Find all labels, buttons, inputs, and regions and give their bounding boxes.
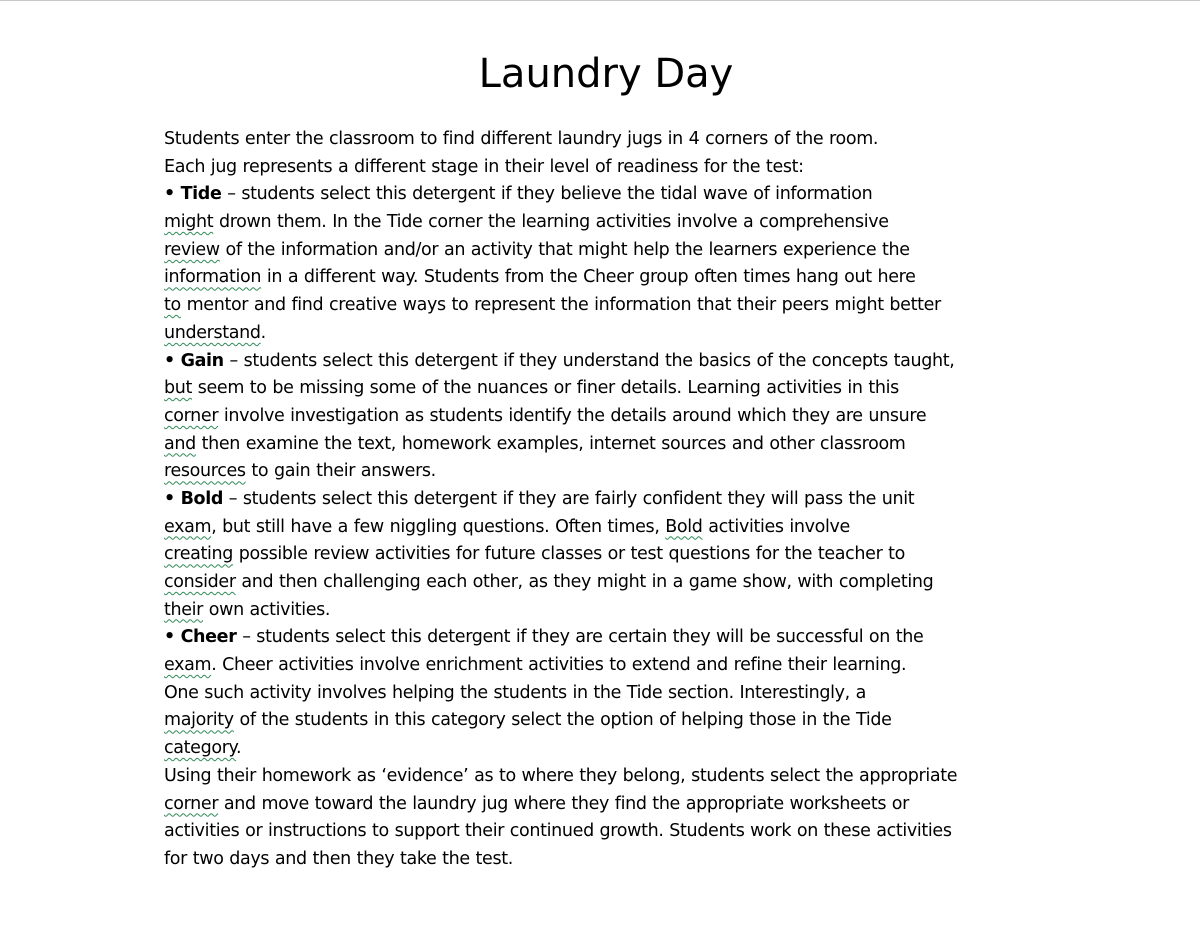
spellcheck-word: understand — [164, 322, 261, 343]
gain-heading-line — [164, 348, 1044, 376]
bold-heading-line — [164, 486, 1044, 514]
paragraph-line — [164, 735, 1044, 763]
line-text: Using their homework as ‘evidence’ as to where they belong, students select the appropriate — [164, 765, 958, 786]
spellcheck-word: category — [164, 738, 237, 759]
spellcheck-word: exam — [164, 655, 212, 676]
paragraph-line — [164, 514, 1044, 542]
section-text: – students select this detergent if they believe the tidal wave of information — [221, 184, 873, 205]
section-text: – students select this detergent if they understand the basics of the concepts taught, — [223, 350, 955, 371]
line-text: for two days and then they take the test. — [164, 848, 513, 869]
line-text: activities or instructions to support their continued growth. Students work on these activities — [164, 821, 952, 842]
cheer-heading-line — [164, 624, 1044, 652]
closing-line — [164, 763, 1044, 791]
paragraph-line — [164, 403, 1044, 431]
closing-line — [164, 846, 1044, 874]
section-name-bold: Bold — [180, 488, 224, 509]
line-text: and then challenging each other, as they might in a game show, with completing — [235, 572, 934, 592]
closing-line — [164, 818, 1044, 846]
line-text: involve investigation as students identify the details around which they are unsure — [218, 405, 927, 426]
line-text: , but still have a few niggling questions. Often times, — [211, 516, 666, 537]
section-name-cheer: Cheer — [180, 627, 237, 648]
spellcheck-word: exam — [164, 516, 212, 537]
intro-line: Students enter the classroom to find different laundry jugs in 4 corners of the room. — [164, 129, 879, 149]
line-text: then examine the text, homework examples, internet sources and other classroom — [195, 433, 906, 454]
paragraph-line — [164, 237, 1044, 265]
paragraph-line — [164, 375, 1044, 403]
spellcheck-word: review — [164, 239, 220, 260]
line-text: seem to be missing some of the nuances or finer details. Learning activities in this — [192, 378, 899, 399]
line-text: One such activity involves helping the students in the Tide section. Interestingly, a — [164, 682, 866, 703]
paragraph-line — [164, 541, 1044, 569]
spellcheck-word: but — [164, 378, 193, 399]
line-text: in a different way. Students from the Cheer group often times hang out here — [261, 267, 916, 288]
document-body — [164, 126, 1044, 874]
spellcheck-word: their — [164, 599, 204, 620]
paragraph-line — [164, 264, 1044, 292]
spellcheck-word: corner — [164, 793, 219, 814]
paragraph-line — [164, 569, 1044, 597]
spellcheck-word: and — [164, 433, 196, 454]
spellcheck-word: corner — [164, 405, 219, 426]
line-text: activities involve — [702, 516, 850, 537]
paragraph-line — [164, 707, 1044, 735]
bullet-marker: • — [164, 350, 175, 371]
section-name-tide: Tide — [180, 184, 222, 205]
closing-line — [164, 791, 1044, 819]
line-text: mentor and find creative ways to represent the information that their peers might better — [180, 295, 941, 316]
line-text: to gain their answers. — [245, 461, 436, 482]
line-text: own activities. — [203, 599, 331, 620]
line-text: . — [236, 738, 242, 759]
bullet-marker: • — [164, 488, 175, 509]
section-name-gain: Gain — [180, 350, 224, 371]
line-text: possible review activities for future classes or test questions for the teacher to — [233, 544, 906, 565]
spellcheck-word: creating — [164, 544, 234, 565]
spellcheck-word: resources — [164, 461, 246, 482]
paragraph-line — [164, 680, 1044, 708]
intro-line: Each jug represents a different stage in their level of readiness for the test: — [164, 156, 804, 177]
bullet-marker: • — [164, 184, 175, 205]
paragraph-line — [164, 597, 1044, 625]
paragraph-line — [164, 652, 1044, 680]
document-title: Laundry Day — [478, 51, 734, 97]
tide-heading-line — [164, 181, 1044, 209]
line-text: of the students in this category select the option of helping those in the Tide — [233, 710, 892, 731]
line-text: drown them. In the Tide corner the learning activities involve a comprehensive — [213, 212, 889, 233]
line-text: and move toward the laundry jug where they find the appropriate worksheets or — [218, 793, 910, 814]
spellcheck-word: to — [164, 295, 181, 316]
paragraph-line — [164, 209, 1044, 237]
paragraph-line — [164, 431, 1044, 459]
line-text: . Cheer activities involve enrichment activities to extend and refine their learning. — [211, 655, 907, 676]
line-text: . — [260, 322, 266, 343]
section-text: – students select this detergent if they are fairly confident they will pass the unit — [223, 488, 915, 509]
line-text: of the information and/or an activity that might help the learners experience the — [219, 239, 910, 260]
spellcheck-word: consider — [164, 572, 236, 592]
paragraph-line — [164, 292, 1044, 320]
paragraph-line — [164, 458, 1044, 486]
bullet-marker: • — [164, 627, 175, 648]
spellcheck-word: Bold — [665, 516, 703, 537]
section-text: – students select this detergent if they are certain they will be successful on the — [236, 627, 924, 648]
spellcheck-word: information — [164, 267, 262, 288]
paragraph-line — [164, 320, 1044, 348]
spellcheck-word: might — [164, 212, 214, 233]
spellcheck-word: majority — [164, 710, 234, 731]
